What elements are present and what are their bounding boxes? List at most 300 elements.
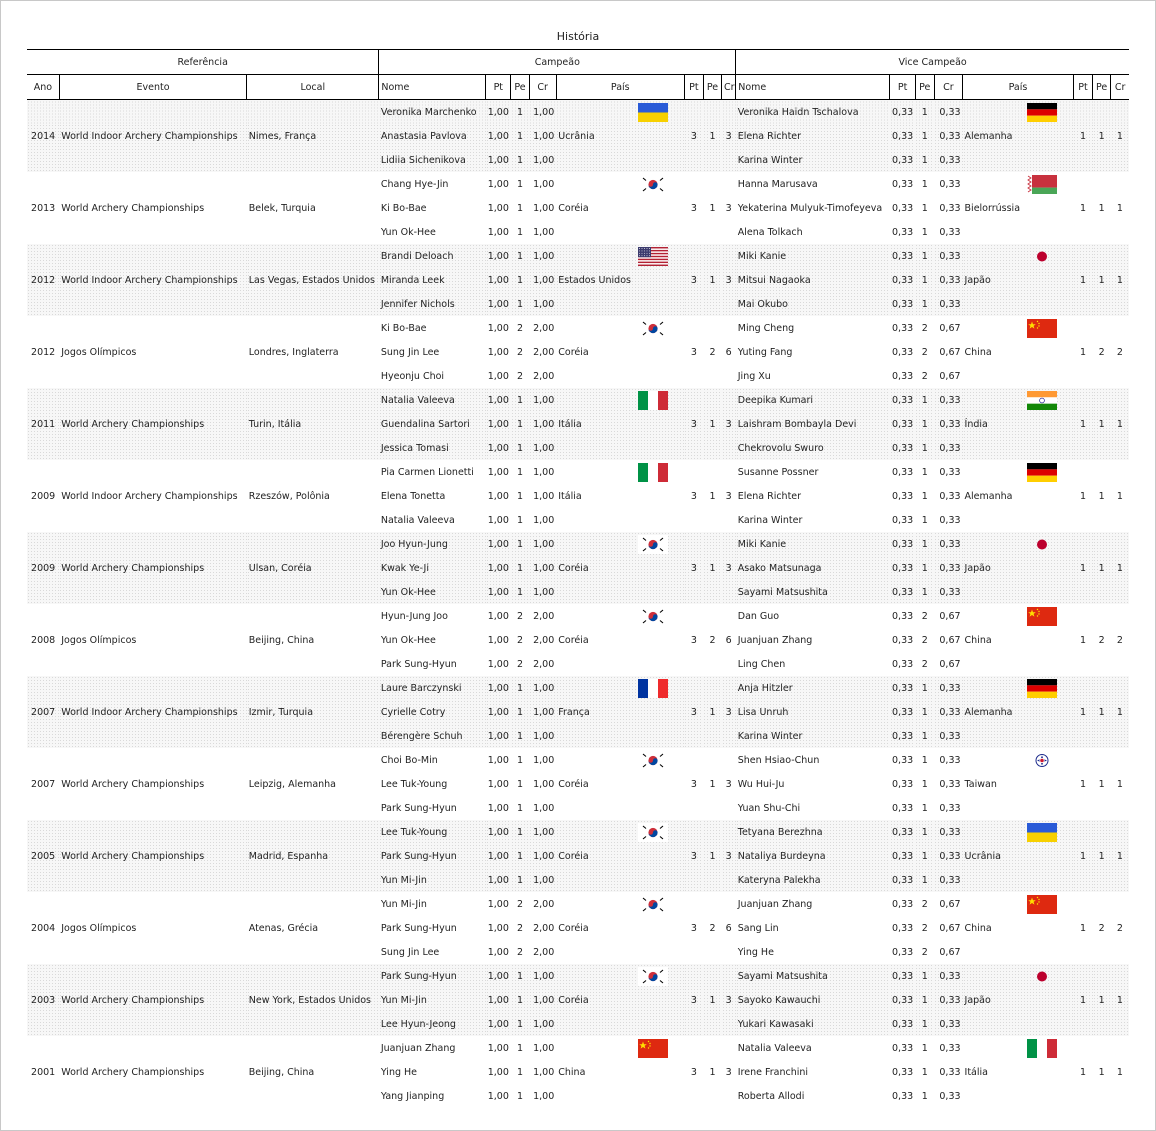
empty-cell bbox=[684, 244, 703, 268]
empty-cell bbox=[556, 220, 684, 244]
empty-cell bbox=[684, 724, 703, 748]
empty-cell bbox=[27, 388, 59, 412]
empty-cell bbox=[1073, 796, 1092, 820]
cell-champion-country: Coréia bbox=[556, 844, 684, 868]
empty-cell bbox=[27, 172, 59, 196]
empty-cell bbox=[1111, 532, 1129, 556]
empty-cell bbox=[722, 964, 736, 988]
cell-champion-pt: 1,00 bbox=[487, 898, 509, 910]
cell-champion-country-pe: 1 bbox=[709, 778, 716, 790]
empty-cell bbox=[1111, 604, 1129, 628]
cell-champion-pt: 1,00 bbox=[487, 754, 509, 766]
empty-cell bbox=[703, 148, 721, 172]
empty-cell bbox=[1111, 940, 1129, 964]
empty-cell bbox=[1093, 676, 1111, 700]
cell-vice-pt: 0,33 bbox=[890, 868, 915, 892]
cell-vice-cr: 0,33 bbox=[934, 268, 962, 292]
cell-ano: 2007 bbox=[31, 778, 56, 790]
empty-cell bbox=[59, 532, 247, 556]
south-korea-flag-icon bbox=[638, 607, 668, 626]
cell-vice-cr: 0,33 bbox=[939, 202, 961, 214]
cell-vice-country-pe: 1 bbox=[1098, 202, 1105, 214]
empty-cell bbox=[59, 1036, 247, 1060]
empty-cell bbox=[722, 148, 736, 172]
cell-vice-pt: 0,33 bbox=[892, 778, 914, 790]
cell-vice-pt: 0,33 bbox=[892, 370, 914, 382]
cell-vice-flag bbox=[963, 892, 1074, 916]
cell-vice-cr: 0,67 bbox=[939, 634, 961, 646]
cell-vice-pt: 0,33 bbox=[892, 202, 914, 214]
cell-champion-cr: 1,00 bbox=[529, 100, 556, 125]
cell-vice-cr: 0,33 bbox=[934, 148, 962, 172]
cell-vice-pe: 1 bbox=[921, 1042, 928, 1054]
empty-cell bbox=[1111, 220, 1129, 244]
cell-vice-pe: 1 bbox=[915, 964, 934, 988]
cell-vice-flag bbox=[963, 172, 1074, 196]
empty-cell bbox=[59, 316, 247, 340]
empty-cell bbox=[1073, 1012, 1092, 1036]
cell-champion-pt: 1,00 bbox=[486, 268, 511, 292]
cell-champion-cr: 1,00 bbox=[533, 1042, 555, 1054]
cell-champion-name: Yun Ok-Hee bbox=[379, 580, 486, 604]
empty-cell bbox=[1093, 100, 1111, 125]
empty-cell bbox=[1093, 316, 1111, 340]
empty-cell bbox=[59, 1084, 247, 1108]
empty-cell bbox=[59, 388, 247, 412]
cell-vice-cr: 0,67 bbox=[939, 610, 961, 622]
cell-champion-name: Joo Hyun-Jung bbox=[379, 532, 486, 556]
empty-cell bbox=[247, 1012, 379, 1036]
cell-champion-flag bbox=[556, 244, 684, 268]
empty-cell bbox=[722, 1036, 736, 1060]
cell-champion-name: Park Sung-Hyun bbox=[380, 922, 457, 934]
cell-champion-pe: 1 bbox=[511, 724, 529, 748]
cell-local: Leipzig, Alemanha bbox=[248, 778, 337, 790]
cell-champion-name: Natalia Valeeva bbox=[379, 388, 486, 412]
empty-cell bbox=[27, 868, 59, 892]
empty-cell bbox=[1073, 580, 1092, 604]
cell-vice-name: Yuan Shu-Chi bbox=[737, 802, 801, 814]
empty-cell bbox=[27, 532, 59, 556]
cell-vice-name: Irene Franchini bbox=[737, 1066, 809, 1078]
cell-champion-pt: 1,00 bbox=[486, 532, 511, 556]
cell-vice-name: Yukari Kawasaki bbox=[736, 1012, 890, 1036]
cell-champion-pe: 1 bbox=[511, 844, 529, 868]
japan-flag-icon bbox=[1027, 247, 1057, 266]
table-row bbox=[27, 580, 1129, 604]
empty-cell bbox=[722, 532, 736, 556]
empty-cell bbox=[1073, 1084, 1092, 1108]
empty-cell bbox=[703, 388, 721, 412]
cell-champion-name: Park Sung-Hyun bbox=[380, 658, 457, 670]
cell-vice-country-pe: 2 bbox=[1098, 634, 1105, 646]
empty-cell bbox=[703, 748, 721, 772]
cell-evento: World Archery Championships bbox=[59, 412, 247, 436]
cell-vice-name: Jing Xu bbox=[737, 370, 771, 382]
empty-cell bbox=[1073, 220, 1092, 244]
group-referencia: Referência bbox=[27, 50, 379, 75]
cell-vice-pt: 0,33 bbox=[892, 754, 914, 766]
cell-champion-country: França bbox=[556, 700, 684, 724]
table-row bbox=[27, 556, 1129, 580]
cell-champion-country-cr: 3 bbox=[722, 268, 736, 292]
cell-evento: World Archery Championships bbox=[59, 556, 247, 580]
empty-cell bbox=[247, 244, 379, 268]
cell-vice-pt: 0,33 bbox=[892, 514, 914, 526]
cell-local: Nimes, França bbox=[247, 124, 379, 148]
cell-vice-country-cr: 1 bbox=[1116, 1066, 1123, 1078]
cell-champion-cr: 2,00 bbox=[533, 322, 555, 334]
table-row bbox=[27, 172, 1129, 196]
cell-champion-country-pe: 1 bbox=[703, 124, 721, 148]
cell-vice-pt: 0,33 bbox=[892, 226, 914, 238]
cell-champion-country-pe: 2 bbox=[709, 634, 716, 646]
cell-champion-country-pe: 2 bbox=[709, 346, 716, 358]
empty-cell bbox=[1073, 148, 1092, 172]
cell-champion-pt: 1,00 bbox=[486, 676, 511, 700]
cell-vice-pt: 0,33 bbox=[890, 532, 915, 556]
cell-vice-name: Tetyana Berezhna bbox=[736, 820, 890, 844]
cell-ano: 2005 bbox=[27, 844, 59, 868]
cell-vice-cr: 0,33 bbox=[934, 292, 962, 316]
cell-champion-country-pe: 1 bbox=[709, 202, 716, 214]
empty-cell bbox=[963, 940, 1074, 964]
empty-cell bbox=[703, 220, 721, 244]
empty-cell bbox=[703, 940, 721, 964]
cell-champion-name: Bérengère Schuh bbox=[379, 724, 486, 748]
group-vice-campeao: Vice Campeão bbox=[736, 50, 1129, 75]
table-row bbox=[27, 316, 1129, 340]
cell-champion-pt: 1,00 bbox=[487, 346, 509, 358]
cell-champion-cr: 1,00 bbox=[529, 268, 556, 292]
empty-cell bbox=[59, 964, 247, 988]
empty-cell bbox=[1073, 1036, 1092, 1060]
cell-champion-pt: 1,00 bbox=[487, 1090, 509, 1102]
empty-cell bbox=[1111, 820, 1129, 844]
cell-vice-pe: 1 bbox=[915, 244, 934, 268]
empty-cell bbox=[684, 676, 703, 700]
table-body bbox=[27, 100, 1129, 1109]
cell-champion-country-cr: 3 bbox=[725, 1066, 732, 1078]
cell-champion-country-pt: 3 bbox=[684, 556, 703, 580]
cell-vice-country-pe: 1 bbox=[1098, 778, 1105, 790]
cell-vice-country: China bbox=[964, 922, 992, 934]
cell-champion-cr: 2,00 bbox=[533, 346, 555, 358]
cell-vice-cr: 0,33 bbox=[939, 802, 961, 814]
south-korea-flag-icon bbox=[638, 319, 668, 338]
empty-cell bbox=[1093, 724, 1111, 748]
cell-vice-pe: 1 bbox=[921, 226, 928, 238]
group-campeao: Campeão bbox=[379, 50, 736, 75]
cell-vice-pt: 0,33 bbox=[890, 244, 915, 268]
india-flag-icon bbox=[1027, 391, 1057, 410]
col-ano: Ano bbox=[27, 75, 59, 100]
empty-cell bbox=[963, 868, 1074, 892]
japan-flag-icon bbox=[1027, 535, 1057, 554]
cell-champion-country: China bbox=[558, 1066, 586, 1078]
cell-champion-name: Ki Bo-Bae bbox=[380, 202, 427, 214]
empty-cell bbox=[1093, 220, 1111, 244]
empty-cell bbox=[59, 364, 247, 388]
empty-cell bbox=[556, 796, 684, 820]
cell-local: New York, Estados Unidos bbox=[247, 988, 379, 1012]
cell-vice-country: Ucrânia bbox=[963, 844, 1074, 868]
germany-flag-icon bbox=[1027, 679, 1057, 698]
cell-champion-country-cr: 6 bbox=[725, 922, 732, 934]
cell-vice-flag bbox=[963, 100, 1074, 125]
empty-cell bbox=[1093, 1084, 1111, 1108]
cell-vice-cr: 0,33 bbox=[934, 844, 962, 868]
cell-champion-pt: 1,00 bbox=[486, 724, 511, 748]
cell-vice-country-pt: 1 bbox=[1073, 988, 1092, 1012]
cell-vice-pe: 2 bbox=[921, 634, 928, 646]
cell-vice-flag bbox=[963, 316, 1074, 340]
empty-cell bbox=[1073, 436, 1092, 460]
empty-cell bbox=[247, 652, 379, 676]
cell-champion-country: Coréia bbox=[558, 778, 589, 790]
cell-champion-pt: 1,00 bbox=[486, 388, 511, 412]
empty-cell bbox=[27, 1084, 59, 1108]
cell-champion-name: Yun Mi-Jin bbox=[380, 898, 427, 910]
cell-vice-pe: 2 bbox=[921, 370, 928, 382]
table-row bbox=[27, 292, 1129, 316]
empty-cell bbox=[1073, 388, 1092, 412]
empty-cell bbox=[1111, 244, 1129, 268]
cell-champion-country: Ucrânia bbox=[556, 124, 684, 148]
cell-champion-pt: 1,00 bbox=[486, 988, 511, 1012]
cell-vice-cr: 0,33 bbox=[939, 178, 961, 190]
col-vice-pe: Pe bbox=[915, 75, 934, 100]
cell-vice-name: Natalia Valeeva bbox=[737, 1042, 812, 1054]
cell-vice-name: Ming Cheng bbox=[737, 322, 795, 334]
col-nome: Nome bbox=[379, 75, 486, 100]
cell-vice-flag bbox=[963, 748, 1074, 772]
cell-ano: 2011 bbox=[27, 412, 59, 436]
cell-vice-cr: 0,33 bbox=[939, 1042, 961, 1054]
cell-champion-pt: 1,00 bbox=[487, 178, 509, 190]
empty-cell bbox=[1093, 964, 1111, 988]
table-row bbox=[27, 148, 1129, 172]
cell-vice-country: China bbox=[964, 346, 992, 358]
cell-vice-pe: 1 bbox=[915, 100, 934, 125]
cell-champion-country-pt: 3 bbox=[690, 346, 697, 358]
cell-champion-pt: 1,00 bbox=[486, 412, 511, 436]
cell-vice-name: Karina Winter bbox=[736, 724, 890, 748]
cell-vice-name: Anja Hitzler bbox=[736, 676, 890, 700]
empty-cell bbox=[1073, 100, 1092, 125]
cell-champion-pe: 1 bbox=[511, 964, 529, 988]
cell-champion-name: Park Sung-Hyun bbox=[379, 964, 486, 988]
cell-champion-pe: 1 bbox=[511, 292, 529, 316]
table-row bbox=[27, 220, 1129, 244]
cell-vice-name: Mai Okubo bbox=[736, 292, 890, 316]
cell-vice-name: Sang Lin bbox=[737, 922, 779, 934]
table-row bbox=[27, 868, 1129, 892]
cell-champion-pt: 1,00 bbox=[486, 844, 511, 868]
cell-champion-country-pe: 1 bbox=[709, 1066, 716, 1078]
cell-champion-cr: 1,00 bbox=[533, 754, 555, 766]
empty-cell bbox=[27, 580, 59, 604]
cell-champion-pe: 1 bbox=[511, 556, 529, 580]
cell-vice-country: Itália bbox=[964, 1066, 988, 1078]
cell-vice-pe: 1 bbox=[915, 124, 934, 148]
cell-champion-name: Lidiia Sichenikova bbox=[379, 148, 486, 172]
empty-cell bbox=[1111, 796, 1129, 820]
empty-cell bbox=[1093, 796, 1111, 820]
col-vice-pe-country: Pe bbox=[1093, 75, 1111, 100]
empty-cell bbox=[722, 220, 736, 244]
empty-cell bbox=[247, 820, 379, 844]
cell-ano: 2012 bbox=[31, 346, 56, 358]
empty-cell bbox=[247, 1084, 379, 1108]
empty-cell bbox=[1111, 388, 1129, 412]
empty-cell bbox=[59, 652, 247, 676]
cell-ano: 2007 bbox=[27, 700, 59, 724]
empty-cell bbox=[684, 1012, 703, 1036]
cell-champion-country-pt: 3 bbox=[684, 124, 703, 148]
empty-cell bbox=[247, 676, 379, 700]
empty-cell bbox=[963, 436, 1074, 460]
empty-cell bbox=[1073, 748, 1092, 772]
cell-champion-pt: 1,00 bbox=[486, 436, 511, 460]
table-row bbox=[27, 748, 1129, 772]
empty-cell bbox=[1111, 1084, 1129, 1108]
empty-cell bbox=[1111, 100, 1129, 125]
empty-cell bbox=[27, 460, 59, 484]
empty-cell bbox=[27, 244, 59, 268]
cell-champion-name: Yun Mi-Jin bbox=[379, 868, 486, 892]
cell-champion-country: Itália bbox=[556, 412, 684, 436]
empty-cell bbox=[247, 964, 379, 988]
empty-cell bbox=[27, 1036, 59, 1060]
table-row bbox=[27, 484, 1129, 508]
empty-cell bbox=[247, 436, 379, 460]
cell-champion-pe: 1 bbox=[516, 226, 523, 238]
cell-vice-flag bbox=[963, 1036, 1074, 1060]
cell-vice-flag bbox=[963, 676, 1074, 700]
cell-champion-cr: 1,00 bbox=[529, 148, 556, 172]
empty-cell bbox=[1093, 532, 1111, 556]
cell-vice-pe: 2 bbox=[921, 346, 928, 358]
cell-champion-cr: 1,00 bbox=[529, 244, 556, 268]
cell-vice-name: Yekaterina Mulyuk-Timofeyeva bbox=[737, 202, 883, 214]
col-local: Local bbox=[247, 75, 379, 100]
cell-champion-country-cr: 6 bbox=[725, 346, 732, 358]
table-row bbox=[27, 652, 1129, 676]
cell-vice-pe: 2 bbox=[921, 610, 928, 622]
empty-cell bbox=[59, 1012, 247, 1036]
cell-vice-cr: 0,33 bbox=[939, 1066, 961, 1078]
cell-champion-pe: 1 bbox=[516, 202, 523, 214]
cell-local: Izmir, Turquia bbox=[247, 700, 379, 724]
cell-ano: 2004 bbox=[31, 922, 56, 934]
cell-champion-pe: 1 bbox=[511, 148, 529, 172]
cell-vice-pe: 2 bbox=[921, 658, 928, 670]
empty-cell bbox=[703, 964, 721, 988]
cell-champion-name: Kwak Ye-Ji bbox=[379, 556, 486, 580]
cell-champion-pe: 1 bbox=[511, 532, 529, 556]
cell-vice-cr: 0,33 bbox=[934, 100, 962, 125]
cell-vice-pe: 1 bbox=[915, 148, 934, 172]
cell-vice-cr: 0,33 bbox=[934, 724, 962, 748]
cell-vice-country-pe: 1 bbox=[1093, 268, 1111, 292]
cell-ano: 2001 bbox=[31, 1066, 56, 1078]
col-vice-pt: Pt bbox=[890, 75, 915, 100]
cell-vice-pe: 1 bbox=[921, 466, 928, 478]
cell-vice-country: Japão bbox=[963, 556, 1074, 580]
empty-cell bbox=[1093, 172, 1111, 196]
cell-champion-pt: 1,00 bbox=[487, 946, 509, 958]
cell-champion-name: Anastasia Pavlova bbox=[379, 124, 486, 148]
italy-flag-icon bbox=[1027, 1039, 1057, 1058]
empty-cell bbox=[684, 796, 703, 820]
cell-vice-name: Asako Matsunaga bbox=[736, 556, 890, 580]
cell-vice-country-pt: 1 bbox=[1079, 202, 1087, 214]
cell-evento: Jogos Olímpicos bbox=[61, 922, 137, 934]
empty-cell bbox=[1073, 292, 1092, 316]
cell-champion-pt: 1,00 bbox=[487, 370, 509, 382]
cell-champion-pt: 1,00 bbox=[486, 556, 511, 580]
cell-champion-cr: 1,00 bbox=[529, 388, 556, 412]
empty-cell bbox=[1111, 292, 1129, 316]
cell-vice-flag bbox=[963, 460, 1074, 484]
cell-champion-pt: 1,00 bbox=[486, 148, 511, 172]
cell-vice-pt: 0,33 bbox=[890, 820, 915, 844]
cell-vice-country-pt: 1 bbox=[1073, 268, 1092, 292]
table-row bbox=[27, 124, 1129, 148]
empty-cell bbox=[722, 292, 736, 316]
japan-flag-icon bbox=[1027, 967, 1057, 986]
cell-champion-cr: 2,00 bbox=[533, 658, 555, 670]
empty-cell bbox=[27, 892, 59, 916]
cell-ano: 2009 bbox=[31, 490, 56, 502]
cell-vice-country-pe: 2 bbox=[1098, 346, 1105, 358]
empty-cell bbox=[703, 100, 721, 125]
col-vice-cr: Cr bbox=[934, 75, 962, 100]
cell-champion-name: Park Sung-Hyun bbox=[380, 802, 457, 814]
cell-vice-name: Kateryna Palekha bbox=[736, 868, 890, 892]
cell-vice-country-cr: 2 bbox=[1116, 346, 1123, 358]
cell-vice-pe: 1 bbox=[915, 700, 934, 724]
cell-vice-pt: 0,33 bbox=[892, 946, 914, 958]
cell-champion-pe: 2 bbox=[516, 658, 523, 670]
cell-vice-cr: 0,33 bbox=[939, 226, 961, 238]
cell-vice-pt: 0,33 bbox=[890, 964, 915, 988]
empty-cell bbox=[703, 820, 721, 844]
table-row bbox=[27, 676, 1129, 700]
cell-champion-country: Estados Unidos bbox=[556, 268, 684, 292]
empty-cell bbox=[1111, 1036, 1129, 1060]
cell-vice-pe: 1 bbox=[921, 778, 928, 790]
empty-cell bbox=[1073, 172, 1092, 196]
cell-vice-cr: 0,33 bbox=[934, 412, 962, 436]
germany-flag-icon bbox=[1027, 103, 1057, 122]
cell-vice-name: Sayami Matsushita bbox=[736, 964, 890, 988]
cell-champion-pt: 1,00 bbox=[487, 802, 509, 814]
empty-cell bbox=[59, 796, 247, 820]
empty-cell bbox=[684, 316, 703, 340]
empty-cell bbox=[703, 292, 721, 316]
empty-cell bbox=[247, 364, 379, 388]
cell-champion-flag bbox=[556, 532, 684, 556]
cell-vice-name: Dan Guo bbox=[737, 610, 780, 622]
cell-vice-pt: 0,33 bbox=[890, 844, 915, 868]
table-row bbox=[27, 988, 1129, 1012]
cell-champion-name: Lee Tuk-Young bbox=[379, 820, 486, 844]
cell-vice-name: Nataliya Burdeyna bbox=[736, 844, 890, 868]
cell-champion-pt: 1,00 bbox=[486, 124, 511, 148]
cell-champion-pt: 1,00 bbox=[486, 820, 511, 844]
